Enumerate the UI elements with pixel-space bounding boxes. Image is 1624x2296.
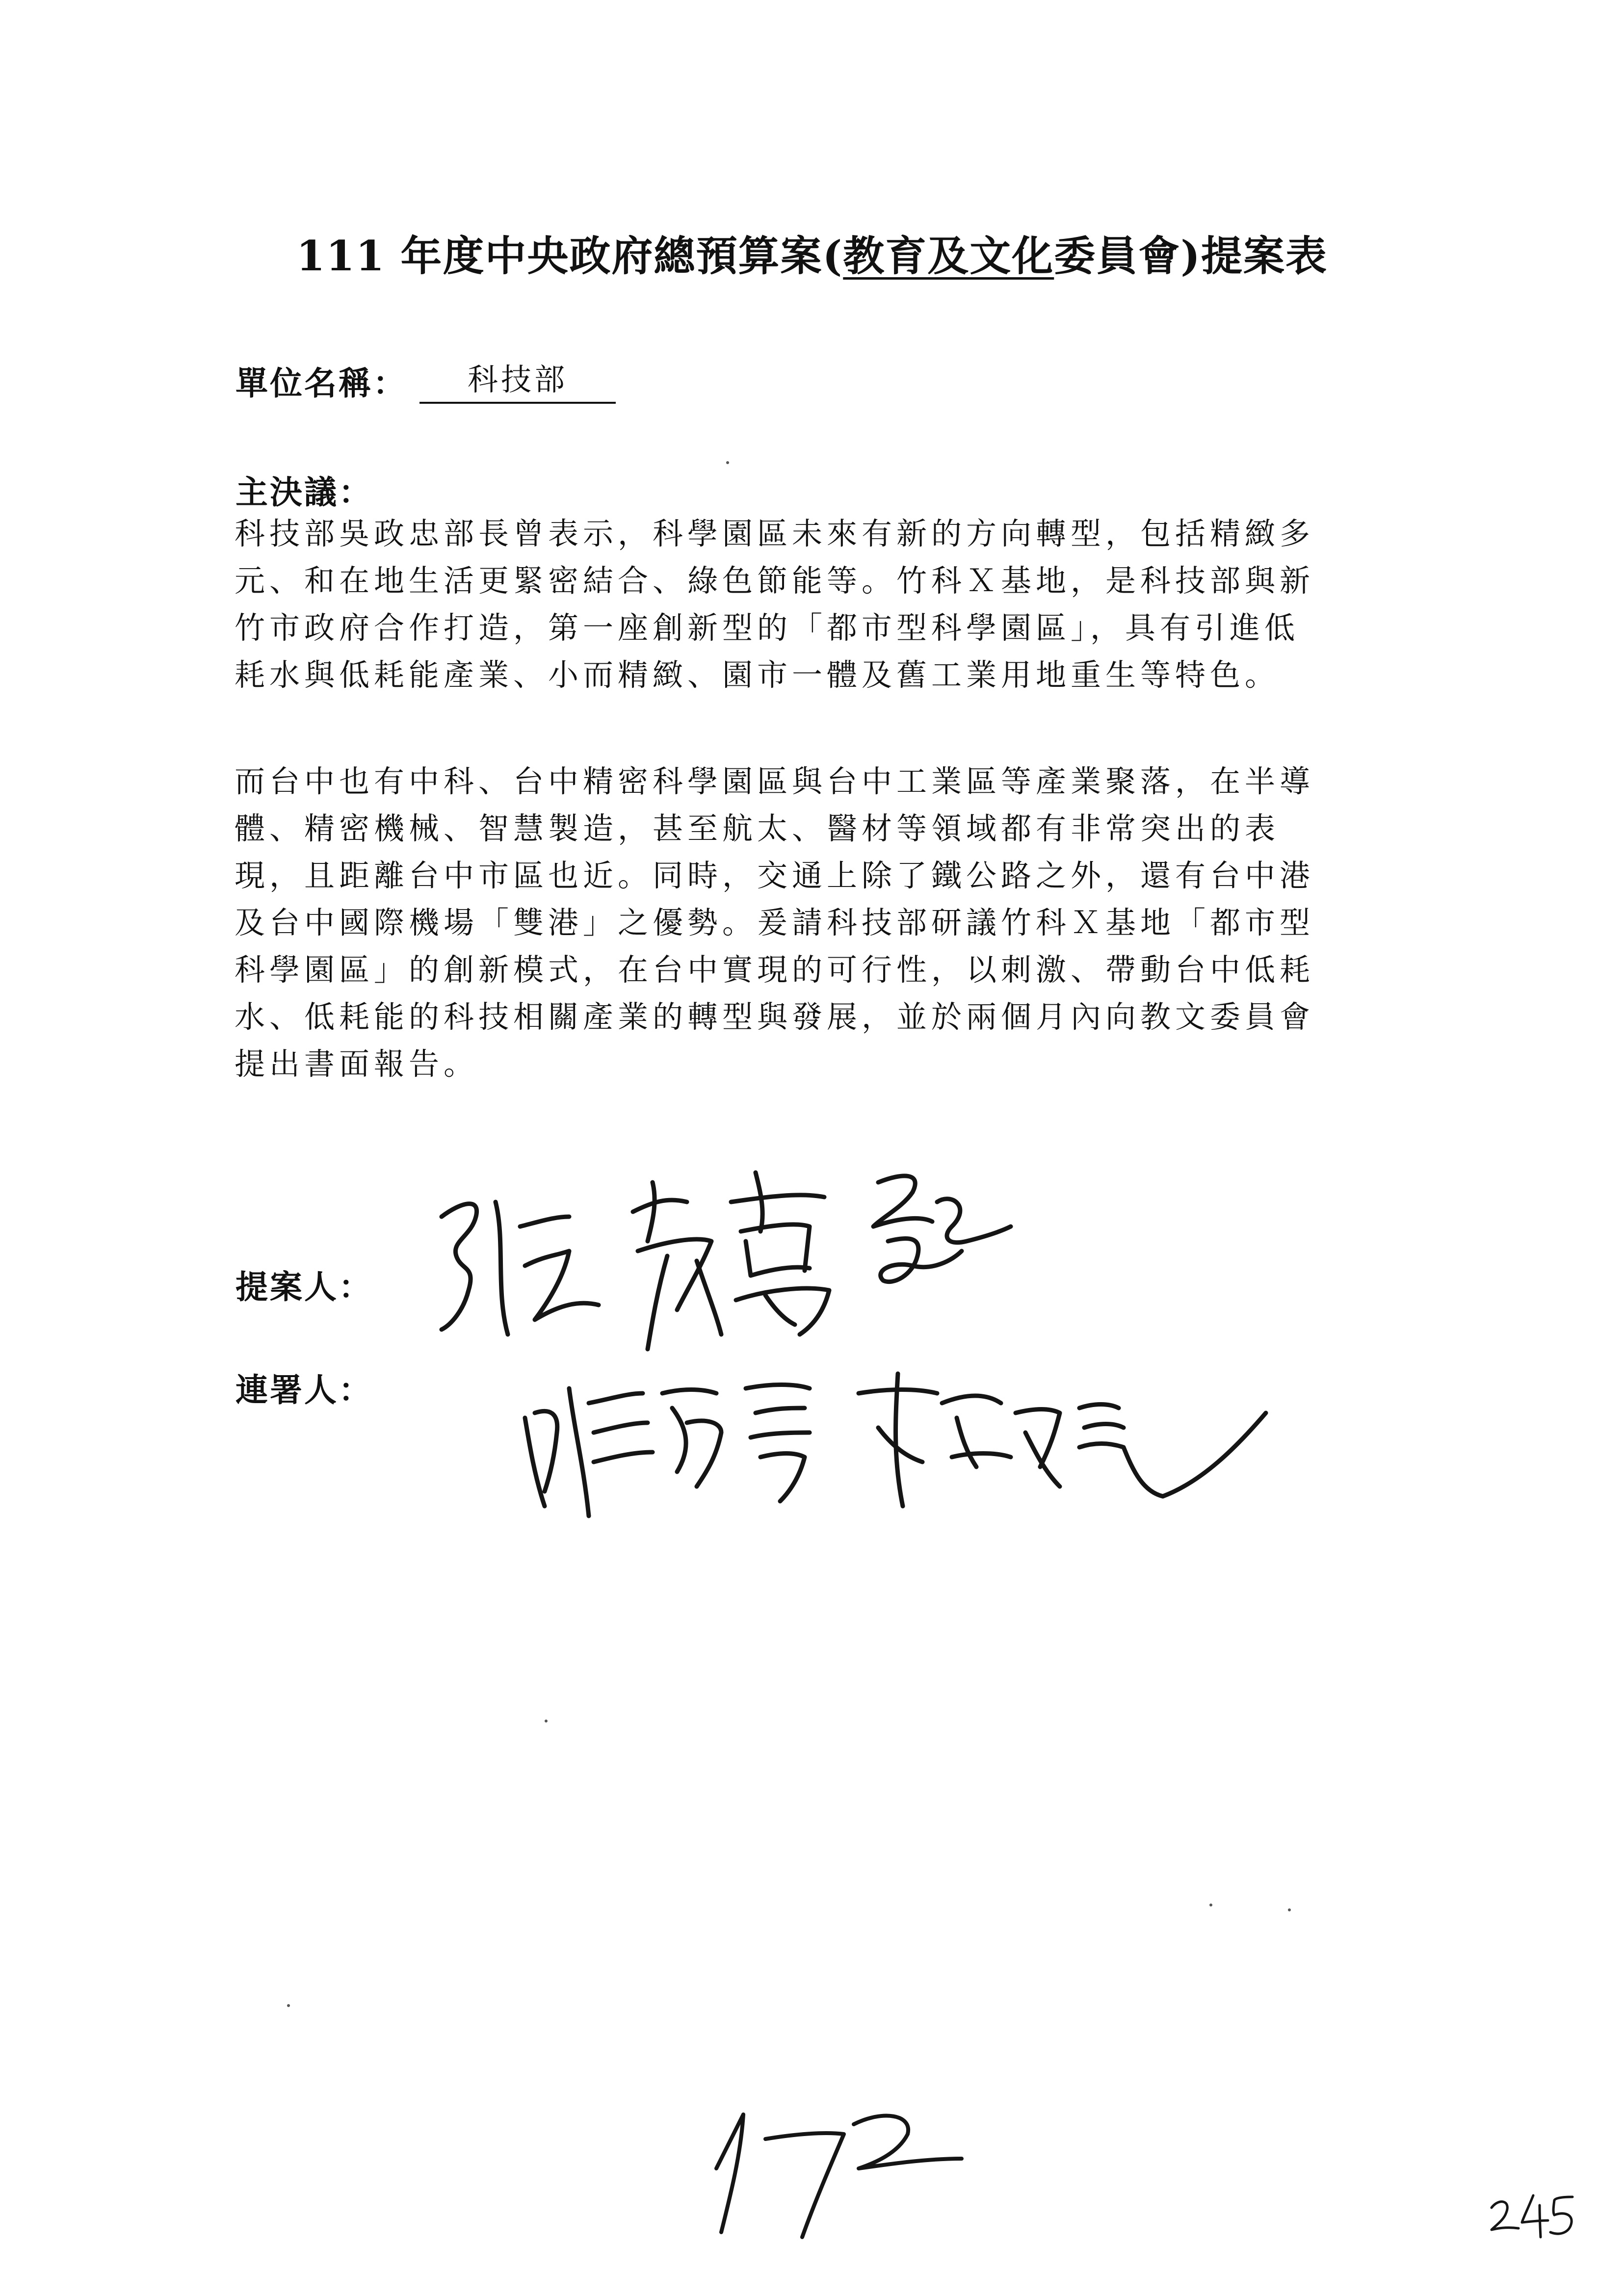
paragraph-line: 科技部吳政忠部長曾表示，科學園區未來有新的方向轉型，包括精緻多 <box>235 516 1315 551</box>
title-committee: 教育及文化 <box>843 232 1054 280</box>
unit-value: 科技部 <box>419 355 616 404</box>
resolution-paragraph-1 <box>235 510 1314 699</box>
unit-label: 單位名稱： <box>236 365 407 402</box>
paragraph-line: 元、和在地生活更緊密結合、綠色節能等。竹科Ｘ基地，是科技部與新 <box>235 563 1315 599</box>
scan-speck <box>1288 1908 1291 1911</box>
paragraph-line: 科學園區」的創新模式，在台中實現的可行性，以刺激、帶動台中低耗 <box>235 952 1315 988</box>
paragraph-line: 及台中國際機場「雙港」之優勢。爰請科技部研議竹科Ｘ基地「都市型 <box>235 905 1315 940</box>
page-title <box>0 223 1624 283</box>
cosigner-signatures <box>515 1359 1281 1526</box>
handwritten-page-number <box>697 2095 991 2242</box>
scan-speck <box>545 1720 548 1722</box>
title-prefix: 111 年度中央政府總預算案( <box>296 232 843 280</box>
proposer-signature <box>422 1143 1099 1359</box>
cosigner-label: 連署人： <box>236 1371 373 1409</box>
corner-page-number <box>1482 2183 1580 2242</box>
scan-speck <box>1209 1904 1212 1906</box>
scan-speck <box>287 2004 290 2007</box>
proposer-label: 提案人： <box>236 1268 373 1306</box>
paragraph-line: 竹市政府合作打造，第一座創新型的「都市型科學園區」，具有引進低 <box>235 610 1300 646</box>
resolution-paragraph-2 <box>235 758 1314 1088</box>
resolution-label: 主決議： <box>236 473 373 511</box>
paragraph-line: 而台中也有中科、台中精密科學園區與台中工業區等產業聚落，在半導 <box>235 763 1315 799</box>
paragraph-line: 提出書面報告。 <box>235 1046 479 1082</box>
paragraph-line: 耗水與低耗能產業、小而精緻、園市一體及舊工業用地重生等特色。 <box>235 657 1280 693</box>
paragraph-line: 水、低耗能的科技相關產業的轉型與發展，並於兩個月內向教文委員會 <box>235 999 1315 1035</box>
paragraph-line: 體、精密機械、智慧製造，甚至航太、醫材等領域都有非常突出的表 <box>235 810 1280 846</box>
paragraph-line: 現，且距離台中市區也近。同時，交通上除了鐵公路之外，還有台中港 <box>235 858 1315 893</box>
scan-speck <box>726 461 729 464</box>
title-suffix: 委員會)提案表 <box>1054 232 1328 280</box>
